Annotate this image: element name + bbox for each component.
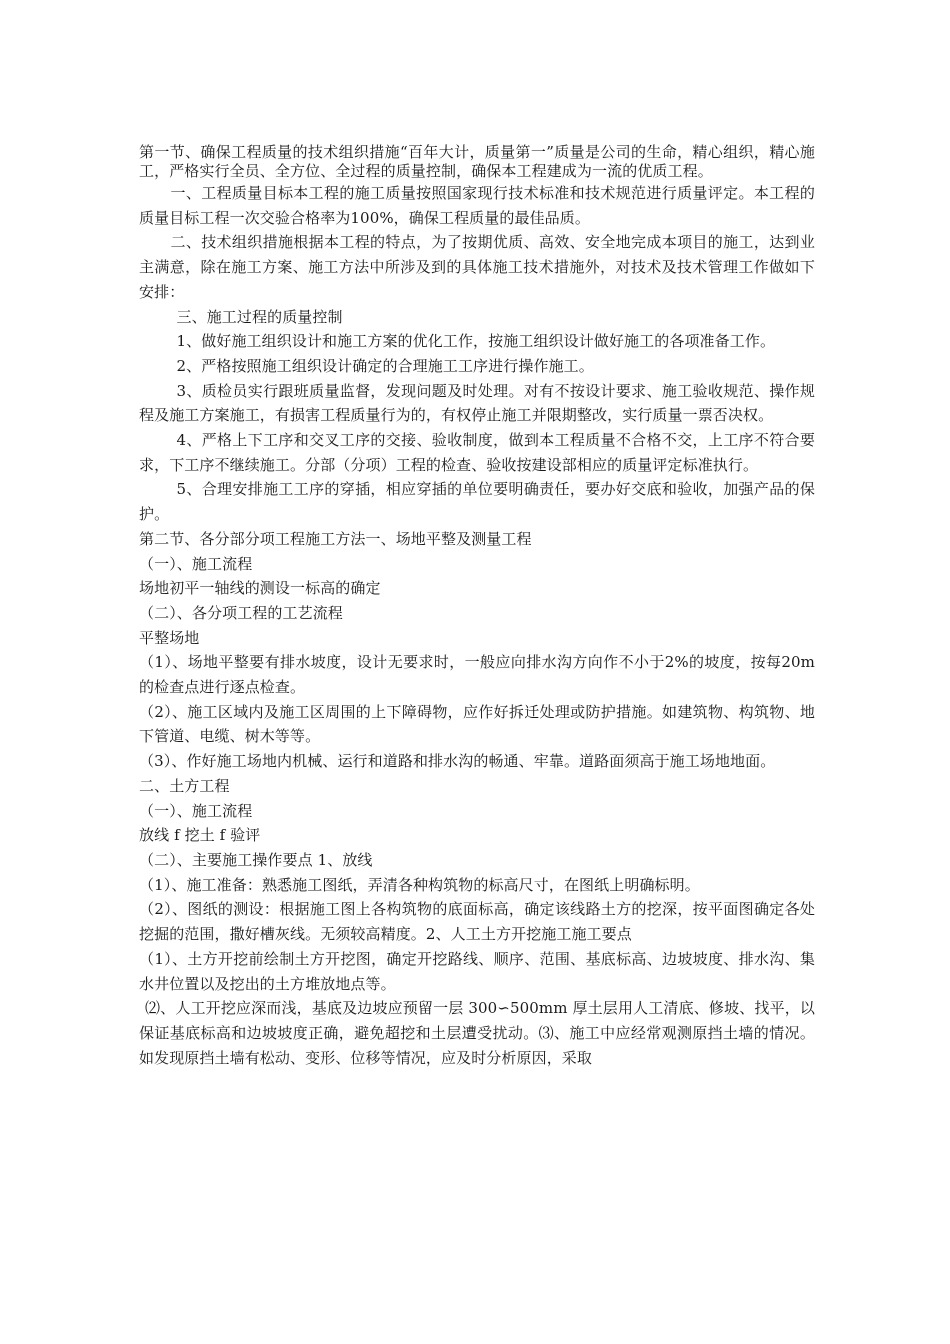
document-page (139, 143, 815, 1070)
paragraph-section1-intro: 第一节、确保工程质量的技术组织措施“百年大计，质量第一”质量是公司的生命，精心组织，精心施工，严格实行全员、全方位、全过程的质量控制，确保本工程建成为一流的优质工程。 (139, 143, 815, 180)
paragraph-earthwork-title: 二、土方工程 (139, 776, 230, 795)
paragraph-key-points-heading: （二）、主要施工操作要点 1、放线 (139, 850, 373, 869)
paragraph-setout-2: （2）、图纸的测设：根据施工图上各构筑物的底面标高，确定该线路土方的挖深，按平面图确定各处挖掘的范围，撒好槽灰线。无须较高精度。2、人工土方开挖施工施工要点 (139, 900, 815, 944)
paragraph-flow-2: 放线 f 挖土 f 验评 (139, 826, 261, 845)
paragraph-item-3: 3、质检员实行跟班质量监督，发现问题及时处理。对有不按设计要求、施工验收规范、操作规程及施工方案施工，有损害工程质量行为的，有权停止施工并限期整改，实行质量一票否决权。 (139, 381, 815, 425)
paragraph-flow-heading-1: （一）、施工流程 (139, 554, 253, 573)
paragraph-process-heading-1: （二）、各分项工程的工艺流程 (139, 603, 343, 622)
paragraph-flow-heading-2: （一）、施工流程 (139, 801, 253, 820)
paragraph-item-2: 2、严格按照施工组织设计确定的合理施工工序进行操作施工。 (176, 356, 594, 375)
paragraph-leveling-3: （3）、作好施工场地内机械、运行和道路和排水沟的畅通、牢靠。道路面须高于施工场地地面。 (139, 752, 776, 771)
paragraph-leveling-2: （2）、施工区域内及施工区周围的上下障碍物，应作好拆迁处理或防护措施。如建筑物、构筑物、地下管道、电缆、树木等等。 (139, 702, 815, 746)
paragraph-section2-title: 第二节、各分部分项工程施工方法一、场地平整及测量工程 (139, 529, 532, 548)
paragraph-leveling-title: 平整场地 (139, 628, 200, 647)
paragraph-item-4: 4、严格上下工序和交叉工序的交接、验收制度，做到本工程质量不合格不交，上工序不符合要求，下工序不继续施工。分部（分项）工程的检查、验收按建设部相应的质量评定标准执行。 (139, 431, 815, 474)
paragraph-item-5: 5、合理安排施工工序的穿插，相应穿插的单位要明确责任，要办好交底和验收，加强产品的保护。 (139, 480, 815, 524)
paragraph-process-control: 三、施工过程的质量控制 (176, 307, 343, 326)
paragraph-item-1: 1、做好施工组织设计和施工方案的优化工作，按施工组织设计做好施工的各项准备工作。 (176, 332, 776, 351)
paragraph-tech-measures: 二、技术组织措施根据本工程的特点，为了按期优质、高效、安全地完成本项目的施工，达到业主满意，除在施工方案、施工方法中所涉及到的具体施工技术措施外，对技术及技术管理工作做如下安排： (139, 233, 815, 301)
paragraph-leveling-1: （1）、场地平整要有排水坡度，设计无要求时，一般应向排水沟方向作不小于2%的坡度，按每20m的检查点进行逐点检查。 (139, 653, 815, 697)
paragraph-quality-goal: 一、工程质量目标本工程的施工质量按照国家现行技术标准和技术规范进行质量评定。本工程的质量目标工程一次交验合格率为100%，确保工程质量的最佳品质。 (139, 184, 815, 227)
paragraph-setout-1: （1）、施工准备：熟悉施工图纸，弄清各种构筑物的标高尺寸，在图纸上明确标明。 (139, 875, 700, 894)
paragraph-manual-1: （1）、土方开挖前绘制土方开挖图，确定开挖路线、顺序、范围、基底标高、边坡坡度、排水沟、集水井位置以及挖出的土方堆放地点等。 (139, 949, 815, 993)
paragraph-manual-2: ⑵、人工开挖应深而浅，基底及边坡应预留一层 300∽500mm 厚土层用人工清底、修坡、找平，以保证基底标高和边坡坡度正确，避免超挖和土层遭受扰动。⑶、施工中应经常观测原挡土墙的情况。如发现原挡土墙有松动、变形、位移等情况，应及时分析原因，采取 (139, 999, 815, 1067)
paragraph-flow-1: 场地初平一轴线的测设一标高的确定 (139, 579, 381, 598)
